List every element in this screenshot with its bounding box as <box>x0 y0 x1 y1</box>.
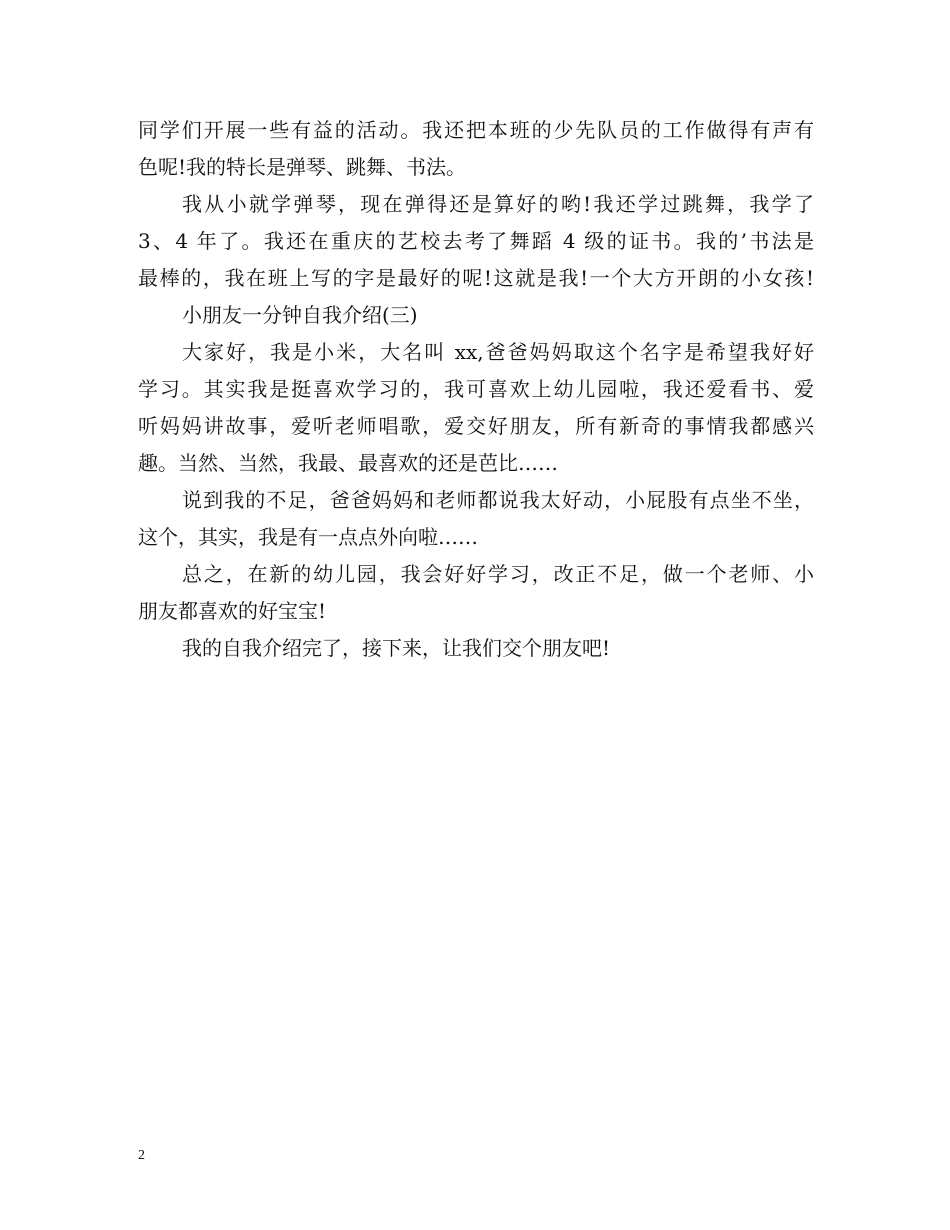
text-line: 这个，其实，我是有一点点外向啦…… <box>138 525 478 549</box>
text-line: 同学们开展一些有益的活动。我还把本班的少先队员的工作做得有声有 <box>138 118 814 142</box>
text-line: 听妈妈讲故事，爱听老师唱歌，爱交好朋友，所有新奇的事情我都感兴 <box>138 414 814 438</box>
text-line: 大家好，我是小米，大名叫 xx,爸爸妈妈取这个名字是希望我好好 <box>182 340 814 364</box>
text-line: 朋友都喜欢的好宝宝! <box>138 599 327 623</box>
text-line: 学习。其实我是挺喜欢学习的，我可喜欢上幼儿园啦，我还爱看书、爱 <box>138 377 814 401</box>
text-line: 我从小就学弹琴，现在弹得还是算好的哟!我还学过跳舞，我学了 <box>182 192 814 216</box>
document-body <box>138 112 814 667</box>
text-line: 趣。当然、当然，我最、最喜欢的还是芭比…… <box>138 451 558 475</box>
text-line: 最棒的，我在班上写的字是最好的呢!这就是我!一个大方开朗的小女孩! <box>138 266 814 290</box>
text-line: 总之，在新的幼儿园，我会好好学习，改正不足，做一个老师、小 <box>182 562 814 586</box>
page-number: 2 <box>138 1148 145 1163</box>
section-heading: 小朋友一分钟自我介绍(三) <box>182 303 418 327</box>
text-line: 色呢!我的特长是弹琴、跳舞、书法。 <box>138 155 467 179</box>
text-line: 说到我的不足，爸爸妈妈和老师都说我太好动，小屁股有点坐不坐， <box>182 488 814 512</box>
text-line: 3、4 年了。我还在重庆的艺校去考了舞蹈 4 级的证书。我的’书法是 <box>138 229 814 253</box>
text-line: 我的自我介绍完了，接下来，让我们交个朋友吧! <box>182 636 611 660</box>
